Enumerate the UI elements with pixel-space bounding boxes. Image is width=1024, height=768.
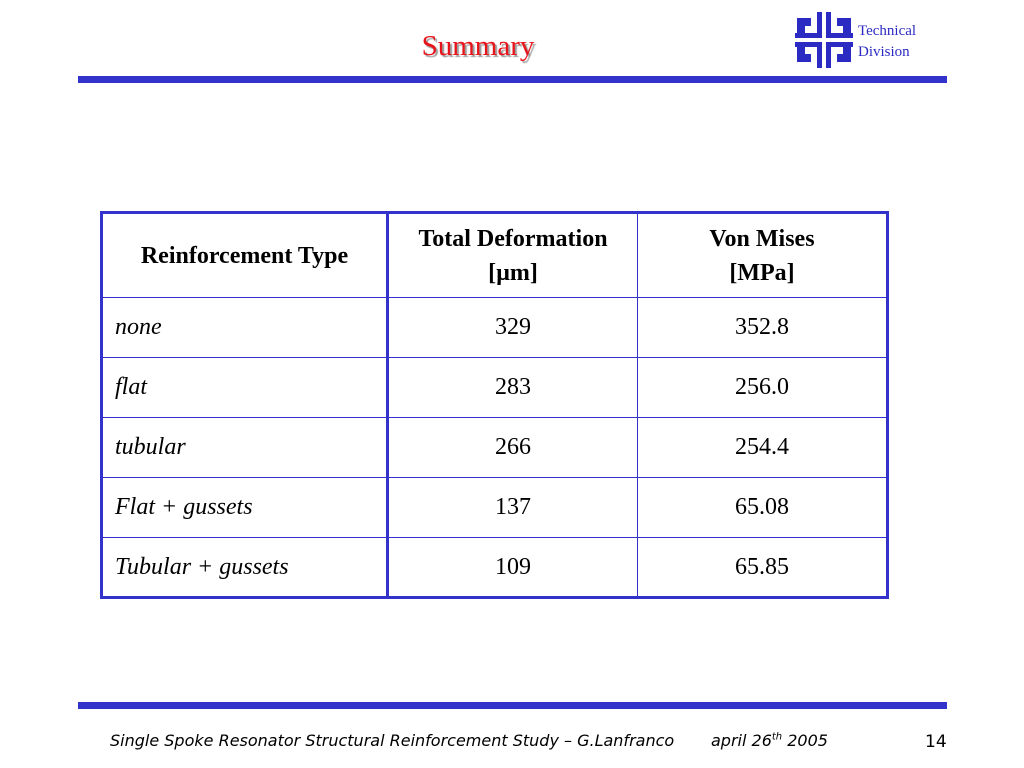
logo-label-line-1: Technical [858,23,917,39]
cell-total-deformation: 266 [388,418,638,478]
footer-date: april 26th 2005 [711,731,828,750]
cell-total-deformation: 283 [388,358,638,418]
cell-reinforcement-type: none [102,298,388,358]
cell-total-deformation: 109 [388,538,638,598]
cell-reinforcement-type: Tubular + gussets [102,538,388,598]
table-row [102,478,888,538]
table-header-row [102,213,888,298]
cell-von-mises: 256.0 [638,358,888,418]
logo-label-line-2: Division [858,44,910,60]
cell-von-mises: 254.4 [638,418,888,478]
table-row [102,358,888,418]
cell-total-deformation: 329 [388,298,638,358]
cell-von-mises: 65.85 [638,538,888,598]
cell-reinforcement-type: tubular [102,418,388,478]
top-divider [78,76,947,83]
cell-reinforcement-type: Flat + gussets [102,478,388,538]
cell-von-mises: 352.8 [638,298,888,358]
header-reinforcement-type: Reinforcement Type [102,213,388,298]
header-total-deformation: Total Deformation [µm] [388,213,638,298]
cell-reinforcement-type: flat [102,358,388,418]
summary-table [100,211,889,599]
page-number: 14 [925,732,947,752]
bottom-divider [78,702,947,709]
footer-citation: Single Spoke Resonator Structural Reinforcement Study – G.Lanfranco [110,731,675,750]
slide-title: Summary [421,30,535,62]
logo-label [858,21,916,63]
header-von-mises: Von Mises [MPa] [638,213,888,298]
table-row [102,418,888,478]
table-row [102,538,888,598]
cell-total-deformation: 137 [388,478,638,538]
fermilab-logo-icon [795,12,853,68]
table-row [102,298,888,358]
cell-von-mises: 65.08 [638,478,888,538]
